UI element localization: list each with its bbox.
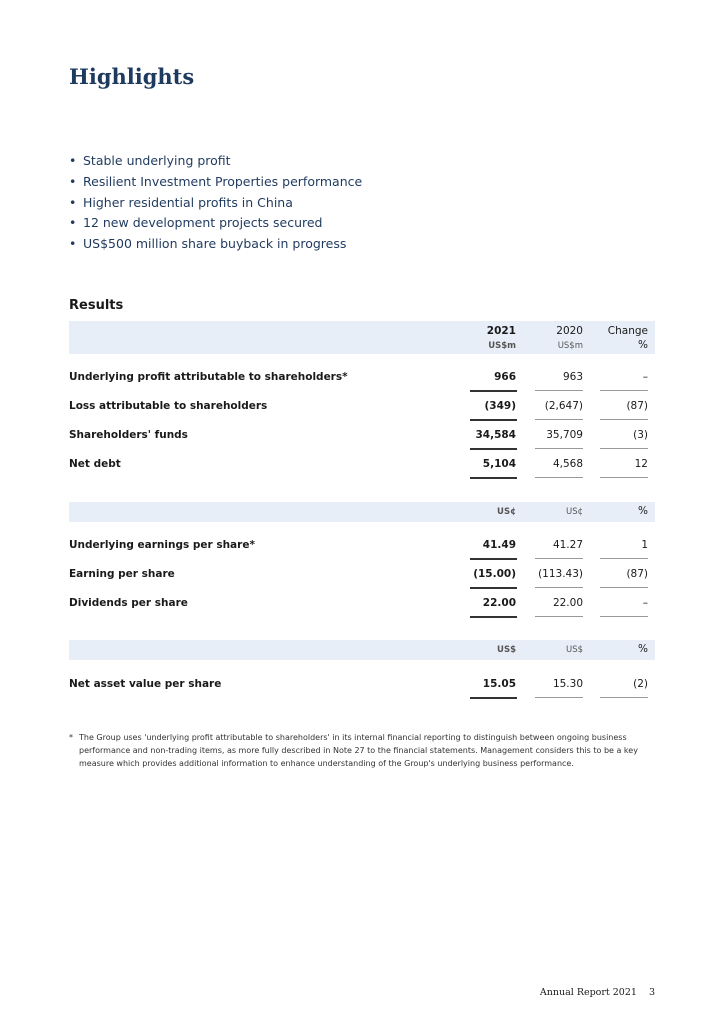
value-change: (3) — [633, 429, 648, 441]
col-header-2021: 2021 — [486, 325, 516, 337]
col-header-change: Change — [607, 325, 648, 337]
underline — [470, 587, 517, 589]
value-change: (87) — [626, 400, 648, 412]
underline — [535, 558, 583, 559]
value-change: (87) — [626, 568, 648, 580]
underline — [600, 697, 648, 698]
underline — [600, 390, 648, 391]
page-title: Highlights — [69, 64, 195, 89]
underline — [535, 477, 583, 478]
list-item: • Higher residential profits in China — [69, 193, 362, 214]
unit-2020: US$m — [557, 341, 583, 351]
value-2020: 15.30 — [552, 678, 583, 690]
value-change: 1 — [641, 539, 648, 551]
table-row — [0, 678, 724, 694]
report-label: Annual Report 2021 — [539, 987, 637, 998]
table-row — [0, 568, 724, 584]
value-2020: 35,709 — [546, 429, 583, 441]
underline — [535, 616, 583, 617]
unit-2021: US$m — [488, 341, 516, 351]
underline — [470, 419, 517, 421]
table-row — [0, 371, 724, 387]
page-footer — [540, 987, 655, 998]
underline — [600, 616, 648, 617]
row-label: Net asset value per share — [69, 678, 222, 690]
row-label: Net debt — [69, 458, 121, 470]
value-change: – — [642, 597, 648, 609]
underline — [535, 390, 583, 391]
value-2021: 41.49 — [482, 539, 516, 551]
table-row — [0, 400, 724, 416]
value-2020: 4,568 — [552, 458, 583, 470]
underline — [470, 697, 517, 699]
underline — [600, 448, 648, 449]
value-change: – — [642, 371, 648, 383]
underline — [470, 616, 517, 618]
value-2020: 22.00 — [552, 597, 583, 609]
value-change: (2) — [633, 678, 648, 690]
table-row — [0, 597, 724, 613]
table-row — [0, 429, 724, 445]
col-header-2020: 2020 — [556, 325, 583, 337]
list-item: • Resilient Investment Properties performance — [69, 172, 362, 193]
value-change: 12 — [634, 458, 648, 470]
highlights-list — [69, 151, 362, 255]
underline — [600, 477, 648, 478]
underline — [535, 419, 583, 420]
unit-change: % — [638, 339, 648, 351]
value-2021: 34,584 — [475, 429, 516, 441]
row-label: Underlying earnings per share* — [69, 539, 255, 551]
underline — [600, 419, 648, 420]
table-row — [0, 458, 724, 474]
value-2020: (2,647) — [544, 400, 583, 412]
row-label: Earning per share — [69, 568, 175, 580]
value-2021: (349) — [484, 400, 516, 412]
underline — [470, 558, 517, 560]
value-2021: 15.05 — [482, 678, 516, 690]
footnote — [69, 731, 659, 770]
value-2021: 966 — [494, 371, 516, 383]
underline — [470, 448, 517, 450]
value-2021: (15.00) — [473, 568, 516, 580]
footnote-text: The Group uses 'underlying profit attributable to shareholders' in its internal financial reporting to distinguish between ongoing business performance and non-trading items, as more fully described in Note 27 to the financial statements. Management considers this to be a key measure which provides additional information to enhance understanding of the Group's underlying business performance. — [79, 733, 638, 768]
table-row — [0, 539, 724, 555]
value-2020: 963 — [562, 371, 583, 383]
value-2021: 22.00 — [482, 597, 516, 609]
unit-2021: US$ — [497, 645, 516, 655]
value-2020: 41.27 — [552, 539, 583, 551]
row-label: Dividends per share — [69, 597, 188, 609]
underline — [600, 587, 648, 588]
section-heading: Results — [69, 298, 124, 313]
unit-change: % — [638, 643, 648, 655]
footnote-marker: * — [69, 733, 73, 742]
underline — [600, 558, 648, 559]
value-2021: 5,104 — [482, 458, 516, 470]
unit-2020: US$ — [565, 645, 583, 655]
page-number: 3 — [648, 987, 655, 998]
list-item: • 12 new development projects secured — [69, 213, 362, 234]
row-label: Underlying profit attributable to shareholders* — [69, 371, 348, 383]
unit-change: % — [638, 505, 648, 517]
unit-2021: US¢ — [497, 507, 516, 517]
underline — [470, 390, 517, 392]
row-label: Loss attributable to shareholders — [69, 400, 268, 412]
underline — [535, 587, 583, 588]
list-item: • US$500 million share buyback in progress — [69, 234, 362, 255]
unit-2020: US¢ — [565, 507, 583, 517]
row-label: Shareholders' funds — [69, 429, 188, 441]
underline — [470, 477, 517, 479]
underline — [535, 697, 583, 698]
underline — [535, 448, 583, 449]
value-2020: (113.43) — [538, 568, 583, 580]
list-item: • Stable underlying profit — [69, 151, 362, 172]
